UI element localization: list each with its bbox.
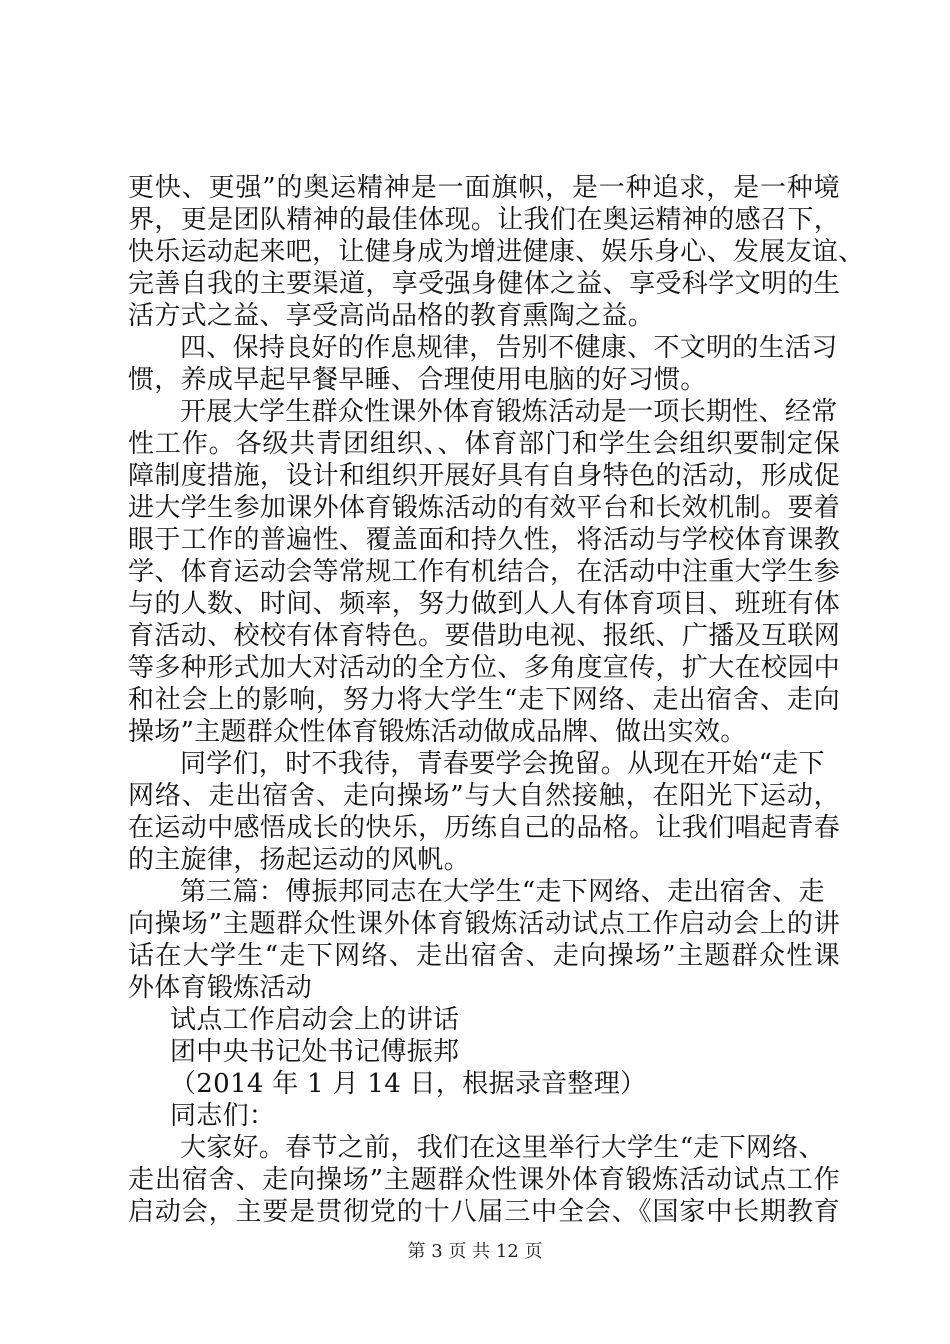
text-line: 启动会，主要是贯彻党的十八届三中全会、《国家中长期教育 [128, 1197, 840, 1227]
text-line: 快乐运动起来吧，让健身成为增进健康、娱乐身心、发展友谊、 [128, 237, 865, 267]
text-line: 与的人数、时间、频率，努力做到人人有体育项目、班班有体 [128, 589, 840, 619]
speaker-line: 团中央书记处书记傅振邦 [170, 1037, 460, 1067]
page-number: 第 3 页 共 12 页 [407, 1241, 543, 1262]
text-line: 走出宿舍、走向操场”主题群众性课外体育锻炼活动试点工作 [128, 1165, 840, 1195]
date-line: （2014 年 1 月 14 日，根据录音整理） [170, 1069, 647, 1099]
section-heading: 第三篇：傅振邦同志在大学生“走下网络、走出宿舍、走 [180, 877, 825, 907]
text-line: 学、体育运动会等常规工作有机结合，在活动中注重大学生参 [128, 557, 840, 587]
section-heading: 话在大学生“走下网络、走出宿舍、走向操场”主题群众性课 [128, 941, 840, 971]
text-line: 在运动中感悟成长的快乐，历练自己的品格。让我们唱起青春 [128, 813, 840, 843]
text-line: 进大学生参加课外体育锻炼活动的有效平台和长效机制。要着 [128, 493, 840, 523]
text-line: 大家好。春节之前，我们在这里举行大学生“走下网络、 [180, 1133, 825, 1163]
text-line: 障制度措施，设计和组织开展好具有自身特色的活动，形成促 [128, 461, 840, 491]
document-body [128, 172, 865, 1228]
section-heading: 外体育锻炼活动 [128, 973, 313, 1003]
text-line: 性工作。各级共青团组织、、体育部门和学生会组织要制定保 [128, 429, 840, 459]
text-line: 同学们，时不我待，青春要学会挽留。从现在开始“走下 [180, 749, 825, 779]
section-heading: 向操场”主题群众性课外体育锻炼活动试点工作启动会上的讲 [128, 909, 840, 939]
text-line: 操场”主题群众性体育锻炼活动做成品牌、做出实效。 [128, 717, 747, 747]
text-line: 四、保持良好的作息规律，告别不健康、不文明的生活习 [180, 333, 838, 363]
text-line: 等多种形式加大对活动的全方位、多角度宣传，扩大在校园中 [128, 653, 840, 683]
text-line: 惯，养成早起早餐早睡、合理使用电脑的好习惯。 [128, 365, 707, 395]
text-line: 界，更是团队精神的最佳体现。让我们在奥运精神的感召下， [128, 205, 840, 235]
salutation: 同志们： [170, 1101, 276, 1131]
text-line: 更快、更强”的奥运精神是一面旗帜，是一种追求，是一种境 [128, 173, 840, 203]
text-line: 眼于工作的普遍性、覆盖面和持久性，将活动与学校体育课教 [128, 525, 840, 555]
text-line: 完善自我的主要渠道，享受强身健体之益、享受科学文明的生 [128, 269, 840, 299]
text-line: 开展大学生群众性课外体育锻炼活动是一项长期性、经常 [180, 397, 838, 427]
text-line: 网络、走出宿舍、走向操场”与大自然接触，在阳光下运动， [128, 781, 840, 811]
speech-title: 试点工作启动会上的讲话 [170, 1005, 460, 1035]
text-line: 和社会上的影响，努力将大学生“走下网络、走出宿舍、走向 [128, 685, 840, 715]
text-line: 的主旋律，扬起运动的风帆。 [128, 845, 470, 875]
text-line: 活方式之益、享受高尚品格的教育熏陶之益。 [128, 301, 655, 331]
text-line: 育活动、校校有体育特色。要借助电视、报纸、广播及互联网 [128, 621, 840, 651]
